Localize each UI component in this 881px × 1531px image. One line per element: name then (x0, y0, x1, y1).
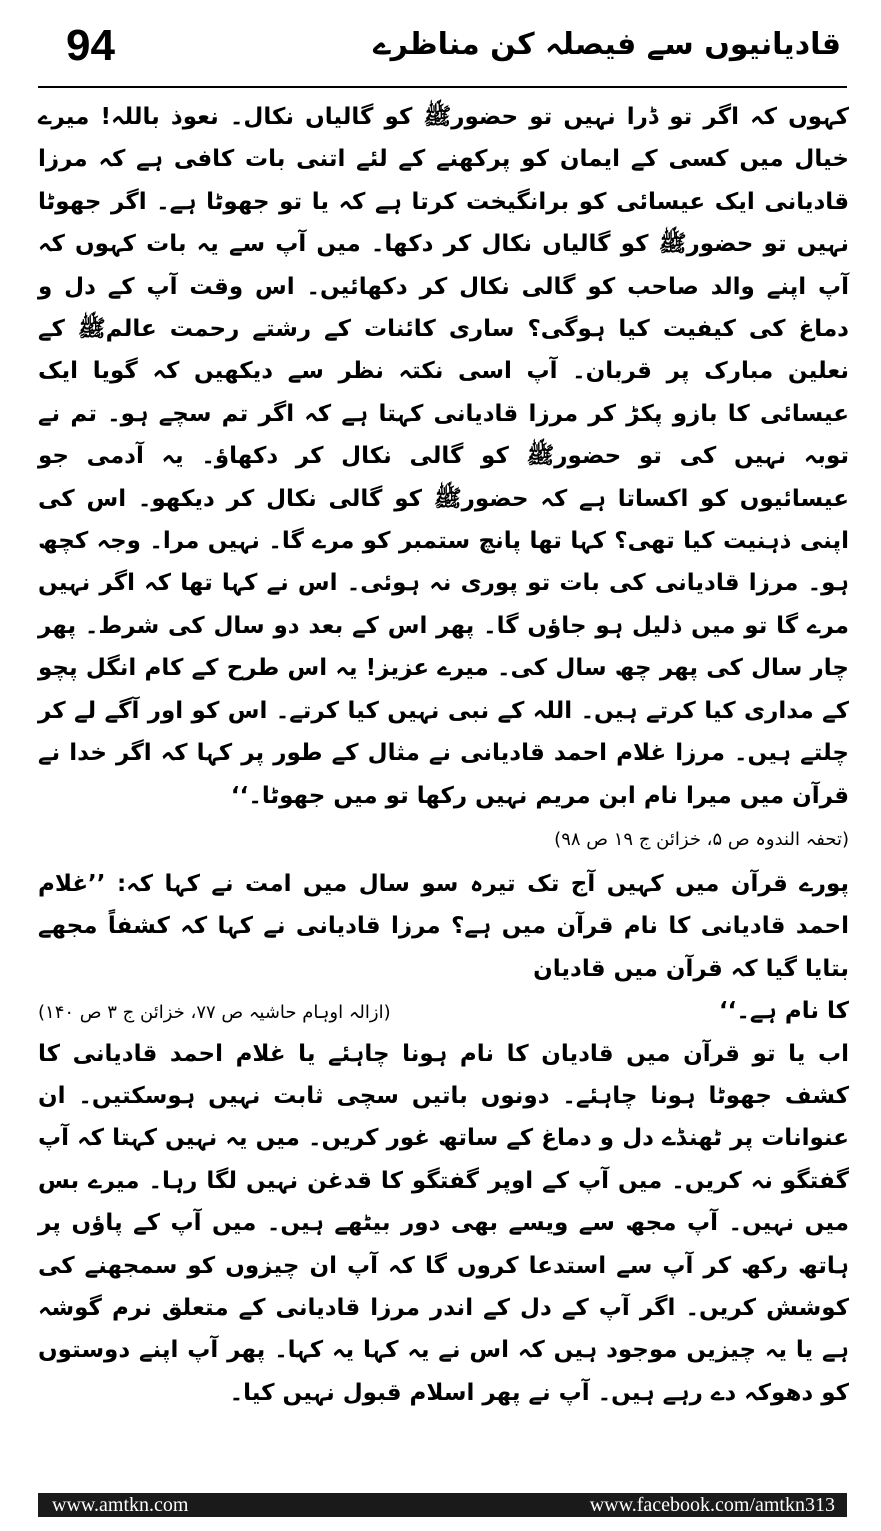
page-footer (38, 1493, 847, 1517)
facebook-link[interactable]: www.facebook.com/amtkn313 (589, 1494, 835, 1516)
paragraph-2-tail: کا نام ہے۔‘‘ (718, 998, 849, 1025)
paragraph-2-end-line (38, 990, 849, 1032)
paragraph-2: پورے قرآن میں کہیں آج تک تیرہ سو سال میں امت نے کہا کہ: ’’غلام احمد قادیانی کا نام قرآن میں ہے؟ مرزا قادیانی نے کہا کہ کشفاً مجھے بتایا گیا کہ قرآن میں قادیان (38, 870, 849, 982)
website-link[interactable]: www.amtkn.com (52, 1494, 189, 1516)
page-header (38, 14, 847, 88)
reference-2: (ازالہ اوہام حاشیہ ص ۷۷، خزائن ج ۳ ص ۱۴۰) (38, 1002, 391, 1024)
page-body (38, 96, 849, 1414)
header-divider (38, 86, 847, 88)
paragraph-1: کہوں کہ اگر تو ڈرا نہیں تو حضورﷺ کو گالیاں نکال۔ نعوذ باللہ! میرے خیال میں کسی کے ایمان کو پرکھنے کے لئے اتنی بات کافی ہے کہ مرزا قادیانی ایک عیسائی کو برانگیخت کرتا ہے کہ یا تو جھوٹا ہے۔ اگر جھوٹا نہیں تو حضورﷺ کو گالیاں نکال کر دکھا۔ میں آپ سے یہ بات کہوں کہ آپ اپنے والد صاحب کو گالی نکال کر دکھائیں۔ اس وقت آپ کے دل و دماغ کی کیفیت کیا ہوگی؟ ساری کائنات کے رشتے رحمت عالمﷺ کے نعلین مبارک پر قربان۔ آپ اسی نکتہ نظر سے دیکھیں کہ گویا ایک عیسائی کا بازو پکڑ کر مرزا قادیانی کہتا ہے کہ اگر تم سچے ہو۔ تم نے توبہ نہیں کی تو حضورﷺ کو گالی نکال کر دکھاؤ۔ یہ آدمی جو عیسائیوں کو اکساتا ہے کہ حضورﷺ کو گالی نکال کر دیکھو۔ اس کی اپنی ذہنیت کیا تھی؟ کہا تھا پانچ ستمبر کو مرے گا۔ نہیں مرا۔ وجہ کچھ ہو۔ مرزا قادیانی کی بات تو پوری نہ ہوئی۔ اس نے کہا تھا کہ اگر نہیں مرے گا تو میں ذلیل ہو جاؤں گا۔ پھر اس کے بعد دو سال کی شرط۔ پھر چار سال کی پھر چھ سال کی۔ میرے عزیز! یہ اس طرح کے کام انگل پچو کے مداری کیا کرتے ہیں۔ اللہ کے نبی نہیں کیا کرتے۔ اس کو اور آگے لے کر چلتے ہیں۔ مرزا غلام احمد قادیانی نے مثال کے طور پر کہا کہ اگر خدا نے قرآن میں میرا نام ابن مریم نہیں رکھا تو میں جھوٹا۔‘‘ (38, 104, 849, 809)
reference-1: (تحفہ الندوہ ص ۵، خزائن ج ۱۹ ص ۹۸) (554, 828, 849, 850)
paragraph-3: اب یا تو قرآن میں قادیان کا نام ہونا چاہئے یا غلام احمد قادیانی کا کشف جھوٹا ہونا چاہئے۔ دونوں باتیں سچی ثابت نہیں ہوسکتیں۔ ان عنوانات پر ٹھنڈے دل و دماغ کے ساتھ غور کریں۔ میں یہ نہیں کہتا کہ آپ گفتگو نہ کریں۔ میں آپ کے اوپر گفتگو کا قدغن نہیں لگا رہا۔ میرے بس میں نہیں۔ آپ مجھ سے ویسے بھی دور بیٹھے ہیں۔ میں آپ کے پاؤں پر ہاتھ رکھ کر آپ سے استدعا کروں گا کہ آپ ان چیزوں کو سمجھنے کی کوشش کریں۔ اگر آپ کے دل کے اندر مرزا قادیانی کے متعلق نرم گوشہ ہے یا یہ چیزیں موجود ہیں کہ اس نے یہ کہا یہ کہا۔ پھر آپ اپنے دوستوں کو دھوکہ دے رہے ہیں۔ آپ نے پھر اسلام قبول نہیں کیا۔ (38, 1040, 849, 1406)
book-title: قادیانیوں سے فیصلہ کن مناظرے (373, 27, 841, 62)
page-number: 94 (66, 21, 115, 70)
